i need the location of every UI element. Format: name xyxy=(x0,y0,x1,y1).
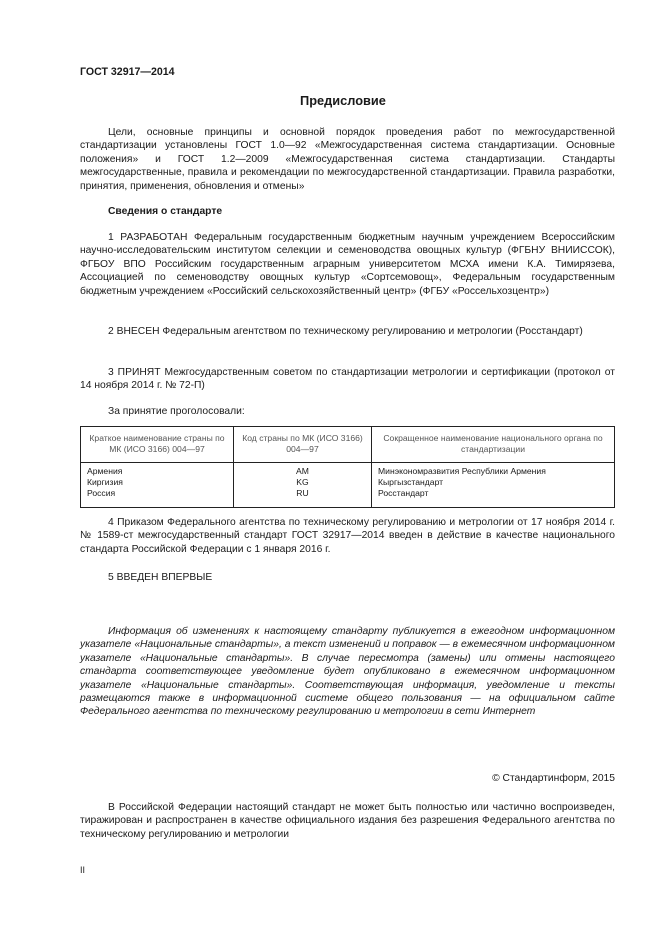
item-1-developed: 1 РАЗРАБОТАН Федеральным государственным бюджетным научным учреждением Всероссийским научно-исследовательским институтом селекции и семеноводства овощных культур (ФГБНУ ВНИИССОК), ФГБОУ ВПО Российским государственным аграрным университетом МСХА имени К.А. Тимирязева, Ассоциацией по семеноводству овощных культур «Сортсемовощ», Федеральным государственным бюджетным учреждением «Российский сельскохозяйственный центр» (ФГБУ «Россельхозцентр») xyxy=(80,232,615,297)
header-code: Код страны по МК (ИСО 3166) 004—97 xyxy=(234,427,372,463)
item-4-order: 4 Приказом Федерального агентства по техническому регулированию и метрологии от 17 ноября 2014 г. № 1589-ст межгосударственный стандарт ГОСТ 32917—2014 введен в действие в качестве национального стандарта Российской Федерации с 1 января 2016 г. xyxy=(80,517,615,555)
table-cell: Кыргызстандарт xyxy=(378,477,444,487)
page-title: Предисловие xyxy=(300,93,386,108)
copyright: © Стандартинформ, 2015 xyxy=(492,773,615,784)
change-notice: Информация об изменениях к настоящему стандарту публикуется в ежегодном информационном указателе «Национальные стандарты», а текст изменений и поправок — в ежемесячном информационном указателе «Национальные стандарты». В случае пересмотра (замены) или отмены настоящего стандарта соответствующее уведомление будет опубликовано в ежемесячном информационном указателе «Национальные стандарты». Соответствующая информация, уведомление и тексты размещаются также в информационной системе общего пользования — на официальном сайте Федерального агентства по техническому регулированию и метрологии в сети Интернет xyxy=(80,626,615,718)
country-column xyxy=(81,463,234,508)
legal-notice: В Российской Федерации настоящий стандарт не может быть полностью или частично воспроизведен, тиражирован и распространен в качестве официального издания без разрешения Федерального агентства по техническому регулированию и метрологии xyxy=(80,802,615,840)
header-body: Сокращенное наименование национального органа по стандартизации xyxy=(372,427,615,463)
table-cell: AM xyxy=(296,466,309,476)
code-column xyxy=(234,463,372,508)
table-cell: Минэкономразвития Республики Армения xyxy=(378,466,546,476)
table-cell: Росстандарт xyxy=(378,488,429,498)
table-cell: RU xyxy=(296,488,309,498)
table-body-row xyxy=(81,463,615,508)
table-cell: KG xyxy=(296,477,309,487)
table-cell: Киргизия xyxy=(87,477,123,487)
header-country: Краткое наименование страны по МК (ИСО 3166) 004—97 xyxy=(81,427,234,463)
table-cell: Россия xyxy=(87,488,116,498)
item-3-adopted: 3 ПРИНЯТ Межгосударственным советом по стандартизации метрологии и сертификации (протокол от 14 ноября 2014 г. № 72-П) xyxy=(80,367,615,392)
voted-label: За принятие проголосовали: xyxy=(108,406,245,417)
item-5-first-introduced: 5 ВВЕДЕН ВПЕРВЫЕ xyxy=(108,572,213,583)
body-column xyxy=(372,463,615,508)
table-header-row xyxy=(81,427,615,463)
section-title: Сведения о стандарте xyxy=(108,206,223,217)
page-number: II xyxy=(80,865,86,875)
item-2-introduced: 2 ВНЕСЕН Федеральным агентством по техническому регулированию и метрологии (Росстандарт) xyxy=(108,326,583,337)
intro-paragraph: Цели, основные принципы и основной порядок проведения работ по межгосударственной стандартизации установлены ГОСТ 1.0—92 «Межгосударственная система стандартизации. Основные положения» и ГОСТ 1.2—2009 «Межгосударственная система стандартизации. Стандарты межгосударственные, правила и рекомендации по межгосударственной стандартизации. Правила разработки, принятия, применения, обновления и отмены» xyxy=(80,127,615,192)
document-code: ГОСТ 32917—2014 xyxy=(80,66,175,78)
voting-table xyxy=(80,426,615,508)
table-cell: Армения xyxy=(87,466,123,476)
